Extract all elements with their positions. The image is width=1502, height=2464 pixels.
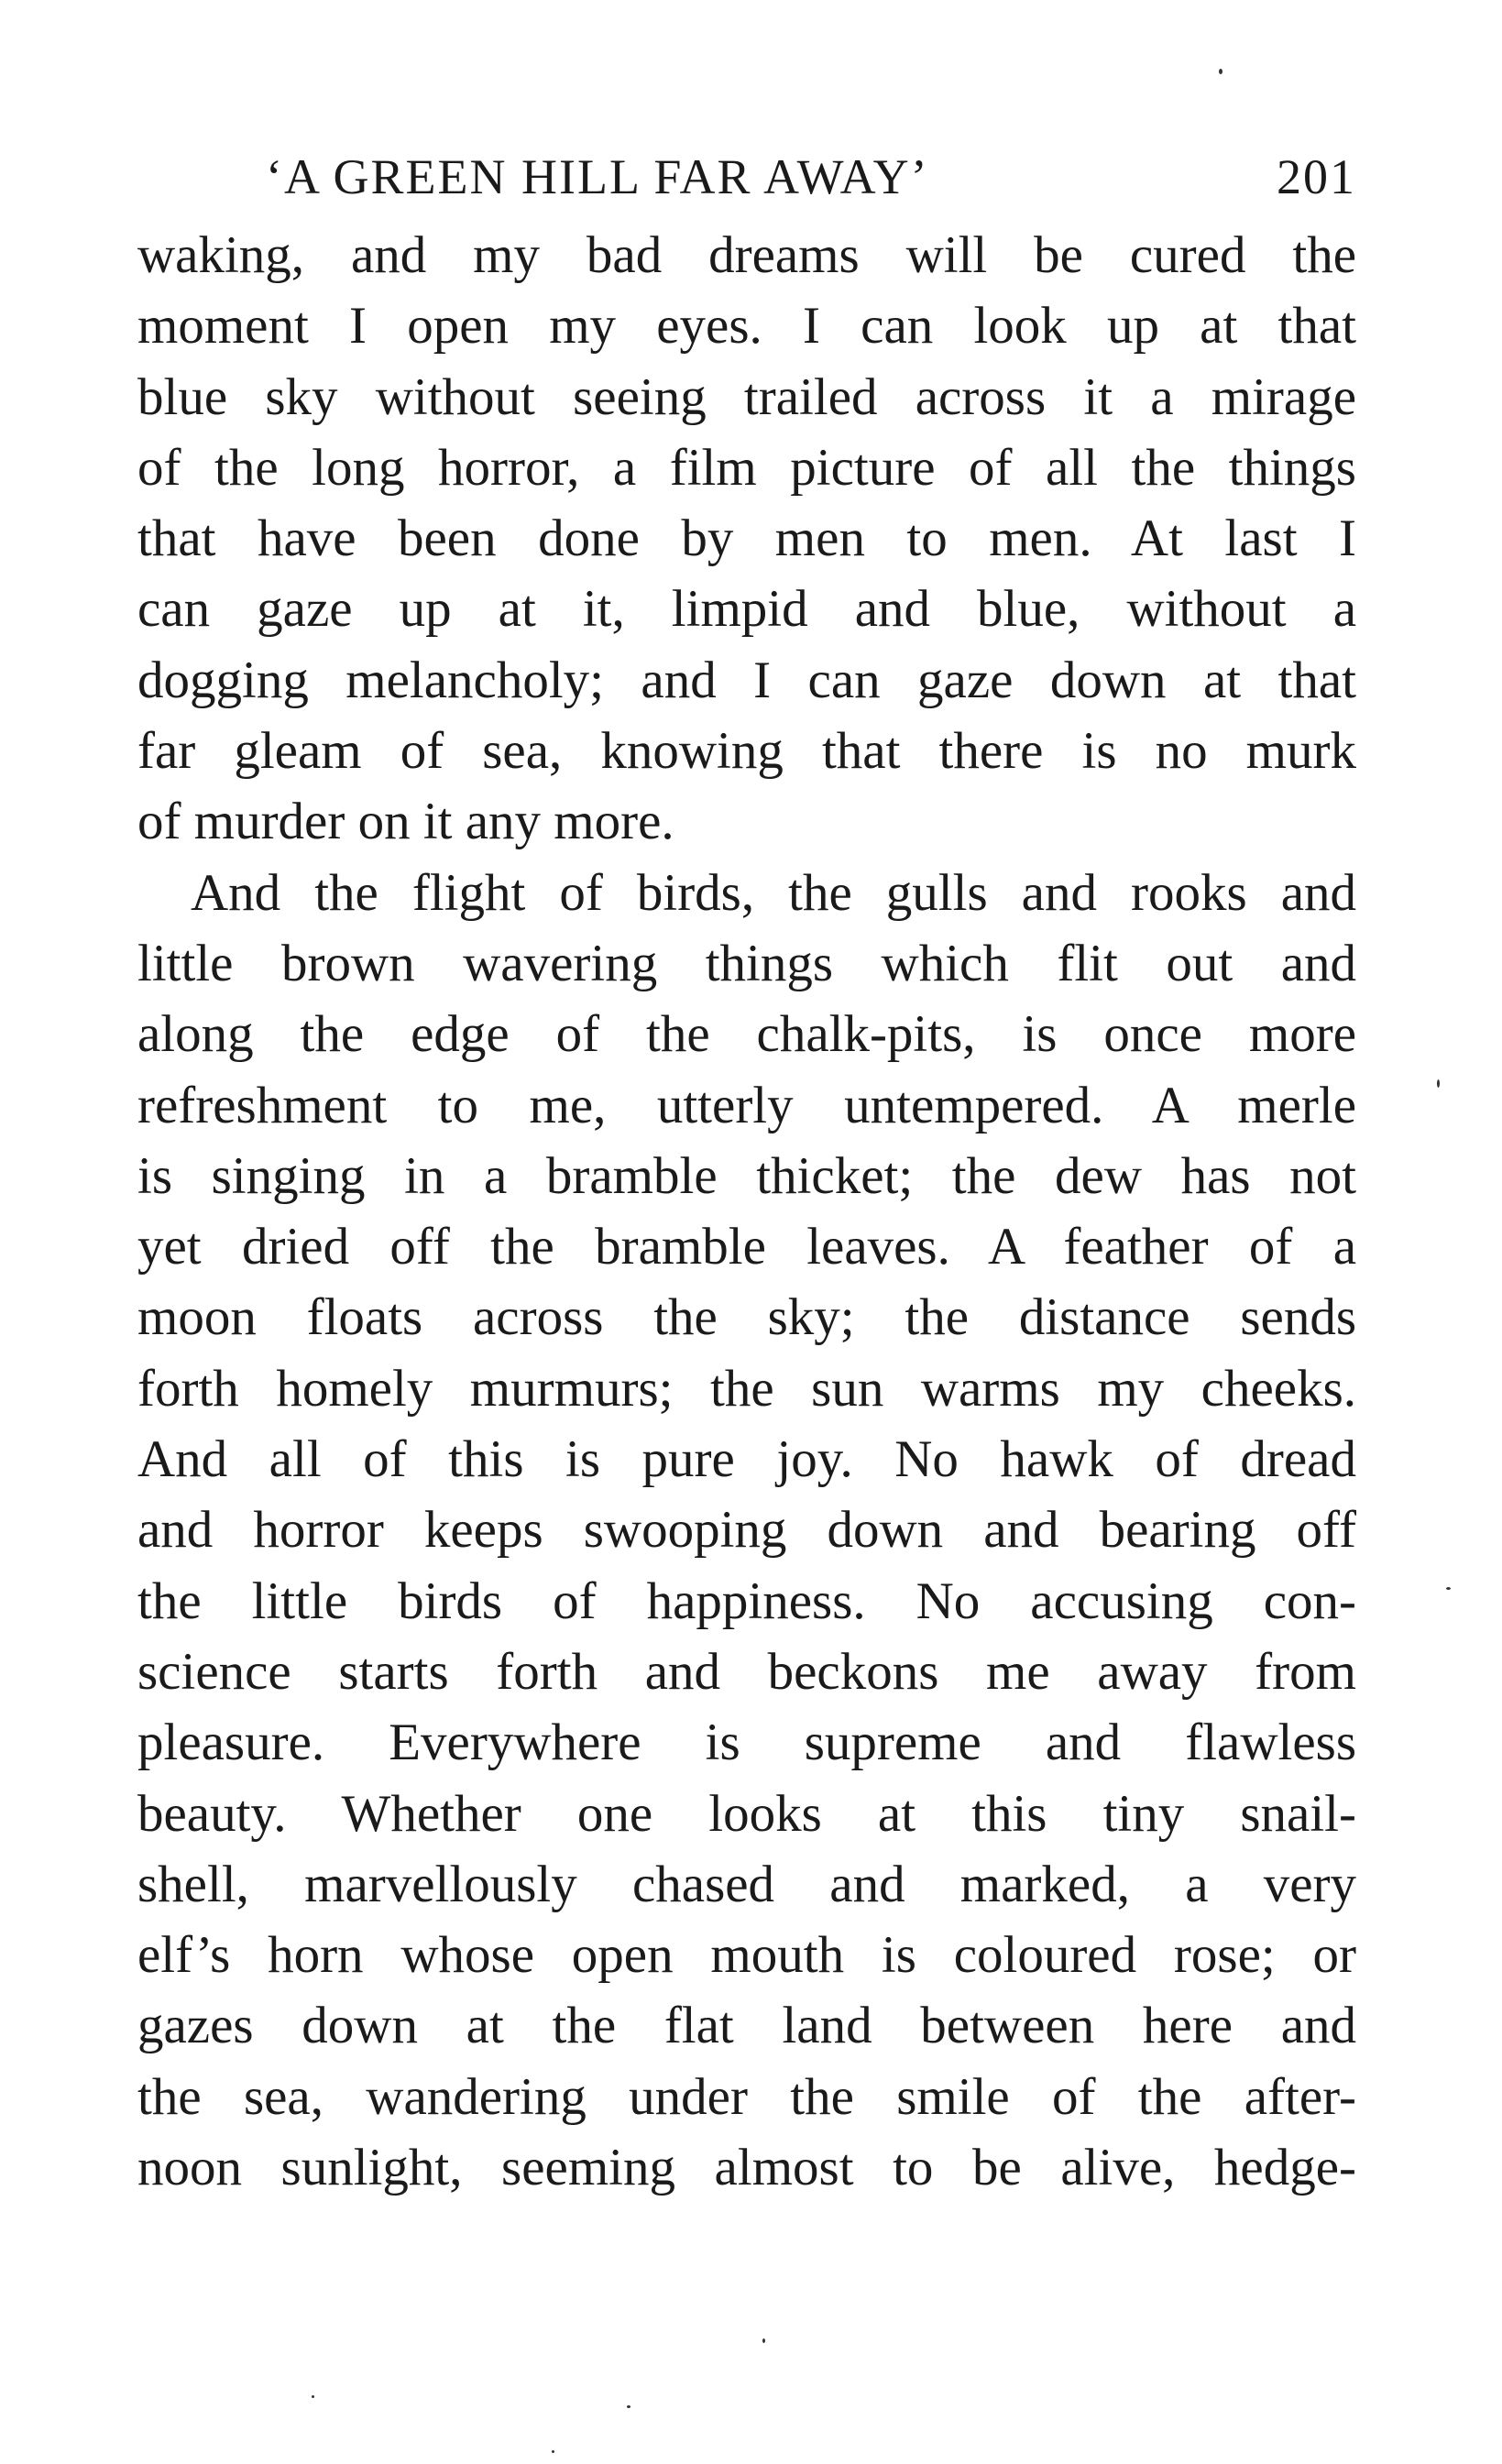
text-line: pleasure. Everywhere is supreme and flawless (137, 1714, 1356, 1772)
running-title: ‘A GREEN HILL FAR AWAY’ (266, 149, 929, 204)
text-line: gazes down at the flat land between here and (137, 1997, 1356, 2055)
text-line: blue sky without seeing trailed across it a mirage (137, 367, 1356, 426)
text-line: waking, and my bad dreams will be cured the (137, 226, 1356, 284)
scan-speck (627, 2405, 630, 2408)
text-line: forth homely murmurs; the sun warms my cheeks. (137, 1359, 1356, 1418)
text-line: and horror keeps swooping down and bearing off (137, 1501, 1356, 1560)
text-line: can gaze up at it, limpid and blue, without a (137, 580, 1356, 639)
body-text (137, 220, 1356, 2203)
book-page (137, 128, 1356, 2203)
page-number: 201 (1277, 149, 1356, 204)
scan-speck (762, 2338, 765, 2343)
text-line: of the long horror, a film picture of all the things (137, 438, 1356, 497)
text-line: the sea, wandering under the smile of the after- (137, 2067, 1356, 2126)
text-line: is singing in a bramble thicket; the dew has not (137, 1146, 1356, 1205)
text-line: And all of this is pure joy. No hawk of dread (137, 1430, 1356, 1489)
text-line: the little birds of happiness. No accusing con- (137, 1571, 1356, 1630)
text-line: moon floats across the sky; the distance sends (137, 1288, 1356, 1347)
text-line: yet dried off the bramble leaves. A feather of a (137, 1218, 1356, 1276)
text-line: little brown wavering things which flit out and (137, 934, 1356, 992)
paragraph-start-line: And the flight of birds, the gulls and rooks and (191, 863, 1356, 922)
text-line: dogging melancholy; and I can gaze down at that (137, 651, 1356, 709)
text-line: of murder on it any more. (137, 793, 674, 851)
text-line: far gleam of sea, knowing that there is no murk (137, 722, 1356, 781)
running-head (137, 128, 1356, 220)
text-line: elf’s horn whose open mouth is coloured rose; or (137, 1926, 1356, 1985)
scan-speck (1437, 1079, 1440, 1088)
scan-speck (312, 2395, 314, 2398)
scan-speck (552, 2450, 554, 2453)
text-line: along the edge of the chalk-pits, is once more (137, 1005, 1356, 1064)
text-line: moment I open my eyes. I can look up at that (137, 297, 1356, 356)
text-line: shell, marvellously chased and marked, a very (137, 1855, 1356, 1913)
text-line: noon sunlight, seeming almost to be alive, hedge- (137, 2139, 1356, 2197)
text-line: science starts forth and beckons me away from (137, 1642, 1356, 1701)
scan-speck (1446, 1587, 1451, 1590)
text-line: beauty. Whether one looks at this tiny snail- (137, 1784, 1356, 1843)
text-line: that have been done by men to men. At last I (137, 509, 1356, 568)
scan-speck (1219, 69, 1222, 74)
text-line: refreshment to me, utterly untempered. A merle (137, 1076, 1356, 1134)
